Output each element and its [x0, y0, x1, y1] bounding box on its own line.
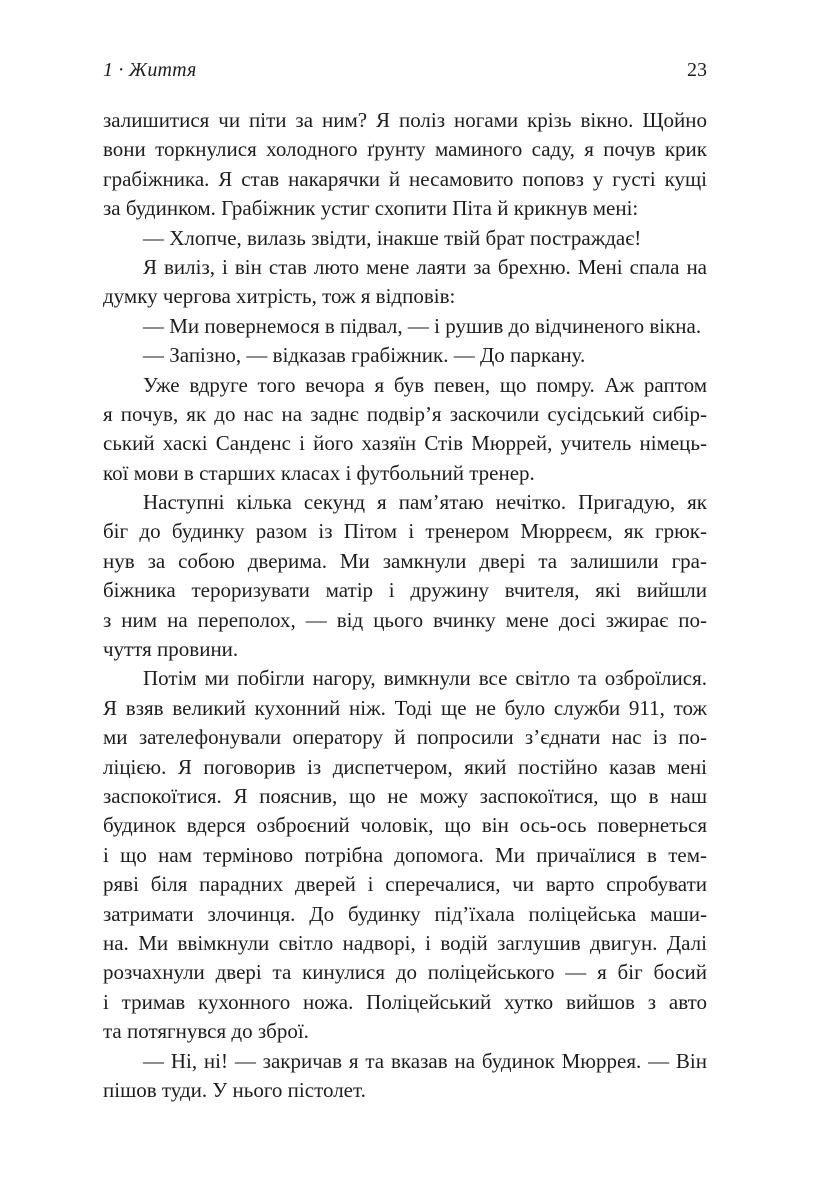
text-line: — Запізно, — відказав грабіжник. — До паркану. [143, 343, 586, 368]
text-line: Уже вдруге того вечора я був певен, що помру. Аж раптом [143, 372, 707, 397]
text-line: — Ми повернемося в підвал, — і рушив до відчиненого вікна. [143, 313, 702, 338]
text-line: — Хлопче, вилазь звідти, інакше твій брат постраждає! [143, 225, 642, 250]
text-line: я почув, як до нас на заднє подвір’я заскочили сусідський сибір- [103, 401, 707, 426]
text-line: і що нам терміново потрібна допомога. Ми причаїлися в тем- [103, 842, 707, 867]
text-line: за будинком. Грабіжник устиг схопити Піта й крикнув мені: [103, 196, 639, 221]
text-line: ми зателефонували оператору й попросили з’єднати нас із по- [103, 725, 707, 750]
running-title: 1 · Життя [103, 59, 197, 81]
text-line: думку чергова хитрість, тож я відповів: [103, 284, 456, 309]
text-line: залишитися чи піти за ним? Я поліз ногами крізь вікно. Щойно [103, 108, 707, 132]
text-line: розчахнули двері та кинулися до поліцейського — я біг босий [103, 960, 707, 985]
text-line: ліцією. Я поговорив із диспетчером, який постійно казав мені [103, 754, 707, 779]
page-number: 23 [687, 59, 707, 81]
text-line: біг до будинку разом із Пітом і тренером Мюрреєм, як грюк- [103, 519, 707, 544]
text-line: з ним на переполох, — від цього вчинку мене досі зжирає по- [103, 607, 707, 632]
text-line: Потім ми побігли нагору, вимкнули все світло та озброїлися. [143, 666, 707, 691]
text-line: кої мови в старших класах і футбольний тренер. [103, 460, 535, 485]
text-line: та потягнувся до зброї. [103, 1019, 309, 1044]
text-line: Наступні кілька секунд я пам’ятаю нечітко. Пригадую, як [143, 490, 707, 515]
text-line: вони торкнулися холодного ґрунту маминого саду, я почув крик [103, 137, 707, 162]
text-column [103, 106, 707, 1105]
text-line: чуття провини. [103, 637, 239, 662]
text-line: ський хаскі Санденс і його хазяїн Стів Мюррей, учитель німець- [103, 431, 707, 456]
text-line: — Ні, ні! — закричав я та вказав на будинок Мюррея. — Він [143, 1048, 707, 1073]
text-line: біжника тероризувати матір і дружину вчителя, які вийшли [103, 578, 707, 603]
text-line: грабіжника. Я став накарячки й несамовито поповз у густі кущі [103, 166, 707, 191]
text-line: пішов туди. У нього пістолет. [103, 1077, 366, 1102]
page-header [103, 58, 707, 82]
text-line: заспокоїтися. Я пояснив, що не можу заспокоїтися, що в наш [103, 783, 707, 808]
text-line: затримати злочинця. До будинку під’їхала поліцейська маши- [103, 901, 707, 926]
text-line: Я виліз, і він став люто мене лаяти за брехню. Мені спала на [143, 254, 707, 279]
text-line: нув за собою дверима. Ми замкнули двері та залишили гра- [103, 548, 707, 573]
text-line: будинок вдерся озброєний чоловік, що він ось-ось повернеться [103, 813, 707, 838]
text-line: ряві біля парадних дверей і сперечалися, чи варто спробувати [103, 872, 707, 897]
text-line: і тримав кухонного ножа. Поліцейський хутко вийшов з авто [103, 989, 707, 1014]
text-line: Я взяв великий кухонний ніж. Тоді ще не було служби 911, тож [103, 695, 707, 720]
text-line: на. Ми ввімкнули світло надворі, і водій заглушив двигун. Далі [103, 930, 707, 955]
